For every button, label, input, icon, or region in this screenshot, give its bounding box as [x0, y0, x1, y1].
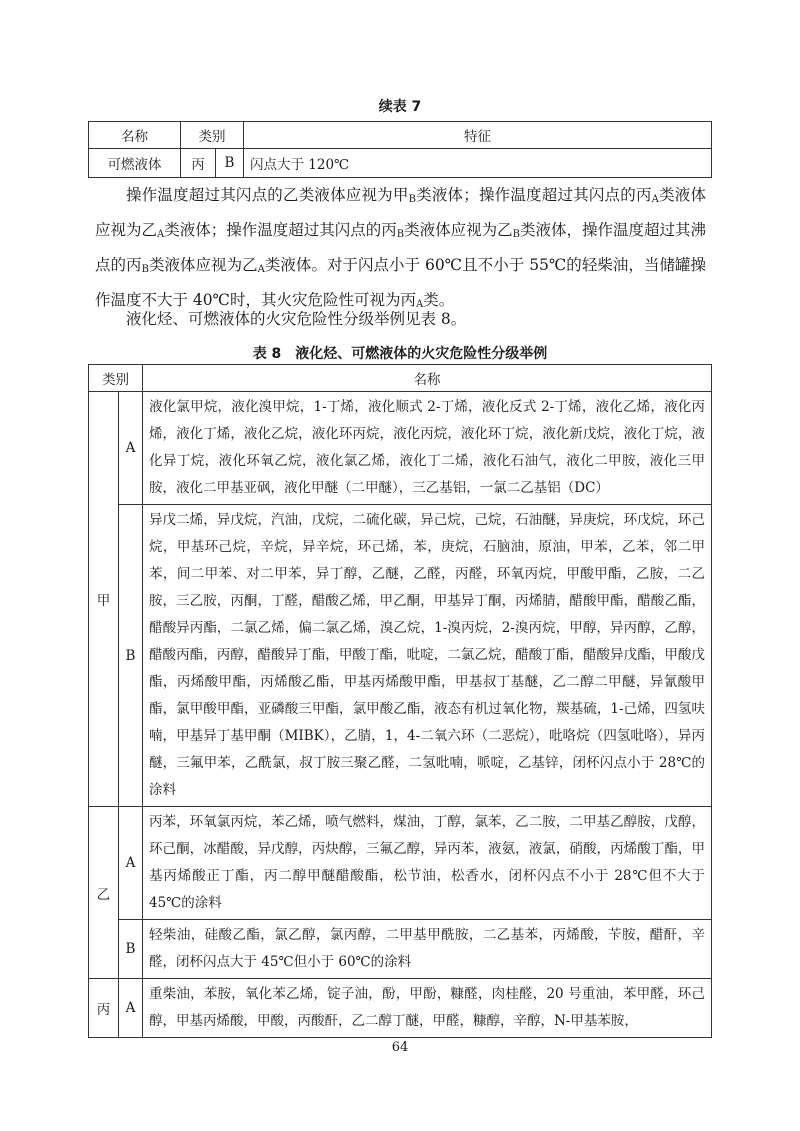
table7-caption: 续表 7 [378, 99, 422, 115]
class-jia-a-sub: A [119, 392, 143, 505]
table8-caption: 表 8 液化烃、可燃液体的火灾危险性分级举例 [252, 346, 548, 362]
table8 [88, 364, 712, 1038]
class-bing-a-sub: A [119, 979, 143, 1038]
table7 [88, 121, 712, 178]
class-bing-a-names: 重柴油，苯胺，氧化苯乙烯，锭子油，酚，甲酚，糠醛，肉桂醛，20 号重油，苯甲醛，环己醇，甲基丙烯酸，甲酸，丙酸酐，乙二醇丁醚，甲醛，糠醇，辛醇，N-甲基苯胺， [143, 979, 712, 1038]
page-number: 64 [391, 1040, 409, 1055]
table7-row-sub: B [216, 149, 244, 178]
class-yi-a-sub: A [119, 807, 143, 920]
table7-row-category: 丙 [181, 149, 216, 178]
class-yi-label: 乙 [89, 807, 119, 979]
class-yi-b-names: 轻柴油，硅酸乙酯，氯乙醇，氯丙醇，二甲基甲酰胺，二乙基苯，丙烯酸，苄胺，醋酐，辛醛，闭杯闪点大于 45℃但小于 60℃的涂料 [143, 920, 712, 979]
table7-row-feature: 闪点大于 120℃ [244, 149, 712, 178]
class-yi-a-names: 丙苯，环氧氯丙烷，苯乙烯，喷气燃料，煤油，丁醇，氯苯，乙二胺，二甲基乙醇胺，戊醇，环己酮，冰醋酸，异戊醇，丙炔醇，三氟乙醇，异丙苯，液氨，液氯，硝酸，丙烯酸丁酯，甲基丙烯酸正丁酯，丙二醇甲醚醋酸酯，松节油，松香水，闭杯闪点不小于 28℃但不大于 45℃的涂料 [143, 807, 712, 920]
table8-header-name: 名称 [143, 365, 712, 392]
class-jia-b-sub: B [119, 505, 143, 807]
table7-header-name: 名称 [89, 122, 181, 149]
table7-header-feature: 特征 [244, 122, 712, 149]
table7-header-category: 类别 [181, 122, 244, 149]
class-bing-label: 丙 [89, 979, 119, 1038]
class-jia-a-names: 液化氯甲烷，液化溴甲烷，1-丁烯，液化顺式 2-丁烯，液化反式 2-丁烯，液化乙烯，液化丙烯，液化丁烯，液化乙烷，液化环丙烷，液化丙烷，液化环丁烷，液化新戊烷，液化丁烷，液化异丁烷，液化环氧乙烷，液化氯乙烯，液化丁二烯，液化石油气，液化二甲胺，液化三甲胺，液化二甲基亚砜，液化甲醚（二甲醚），三乙基铝，一氯二乙基铝（DC） [143, 392, 712, 505]
paragraph-liquid-reclassification: 操作温度超过其闪点的乙类液体应视为甲$_B$类液体；操作温度超过其闪点的丙$_A$类液体应视为乙$_A$类液体；操作温度超过其闪点的丙$_B$类液体应视为乙$_B$类液体，操作温度超过其沸点的丙$_B$类液体应视为乙$_A$类液体。对于闪点小于 60℃且不小于 55℃的轻柴油，当储罐操作温度不大于 40℃时，其火灾危险性可视为丙$_A$类。 [95, 186, 707, 310]
table8-header-category: 类别 [89, 365, 143, 392]
table7-row-name: 可燃液体 [89, 149, 181, 178]
class-jia-label: 甲 [89, 392, 119, 807]
class-yi-b-sub: B [119, 920, 143, 979]
paragraph-table8-reference: 液化烃、可燃液体的火灾危险性分级举例见表 8。 [126, 310, 467, 328]
class-jia-b-names: 异戊二烯，异戊烷，汽油，戊烷，二硫化碳，异己烷，己烷，石油醚，异庚烷，环戊烷，环己烷，甲基环己烷，辛烷，异辛烷，环己烯，苯，庚烷，石脑油，原油，甲苯，乙苯，邻二甲苯，间二甲苯、对二甲苯，异丁醇，乙醚，乙醛，丙醛，环氧丙烷，甲酸甲酯，乙胺，二乙胺，三乙胺，丙酮，丁醛，醋酸乙烯，甲乙酮，甲基异丁酮，丙烯腈，醋酸甲酯，醋酸乙酯，醋酸异丙酯，二氯乙烯，偏二氯乙烯，溴乙烷，1-溴丙烷，2-溴丙烷，甲醇，异丙醇，乙醇，醋酸丙酯，丙醇，醋酸异丁酯，甲酸丁酯，吡啶，二氯乙烷，醋酸丁酯，醋酸异戊酯，甲酸戊酯，丙烯酸甲酯，丙烯酸乙酯，甲基丙烯酸甲酯，甲基叔丁基醚，乙二醇二甲醚，异氰酸甲酯，氯甲酸甲酯，亚磷酸三甲酯，氯甲酸乙酯，液态有机过氧化物，羰基硫，1-己烯，四氢呋喃，甲基异丁基甲酮（MIBK），乙腈，1，4-二氧六环（二恶烷），吡咯烷（四氢吡咯），异丙醚，三氟甲苯，乙酰氯，叔丁胺三聚乙醛，二氢吡喃，哌啶，乙基锌，闭杯闪点小于 28℃的涂料 [143, 505, 712, 807]
